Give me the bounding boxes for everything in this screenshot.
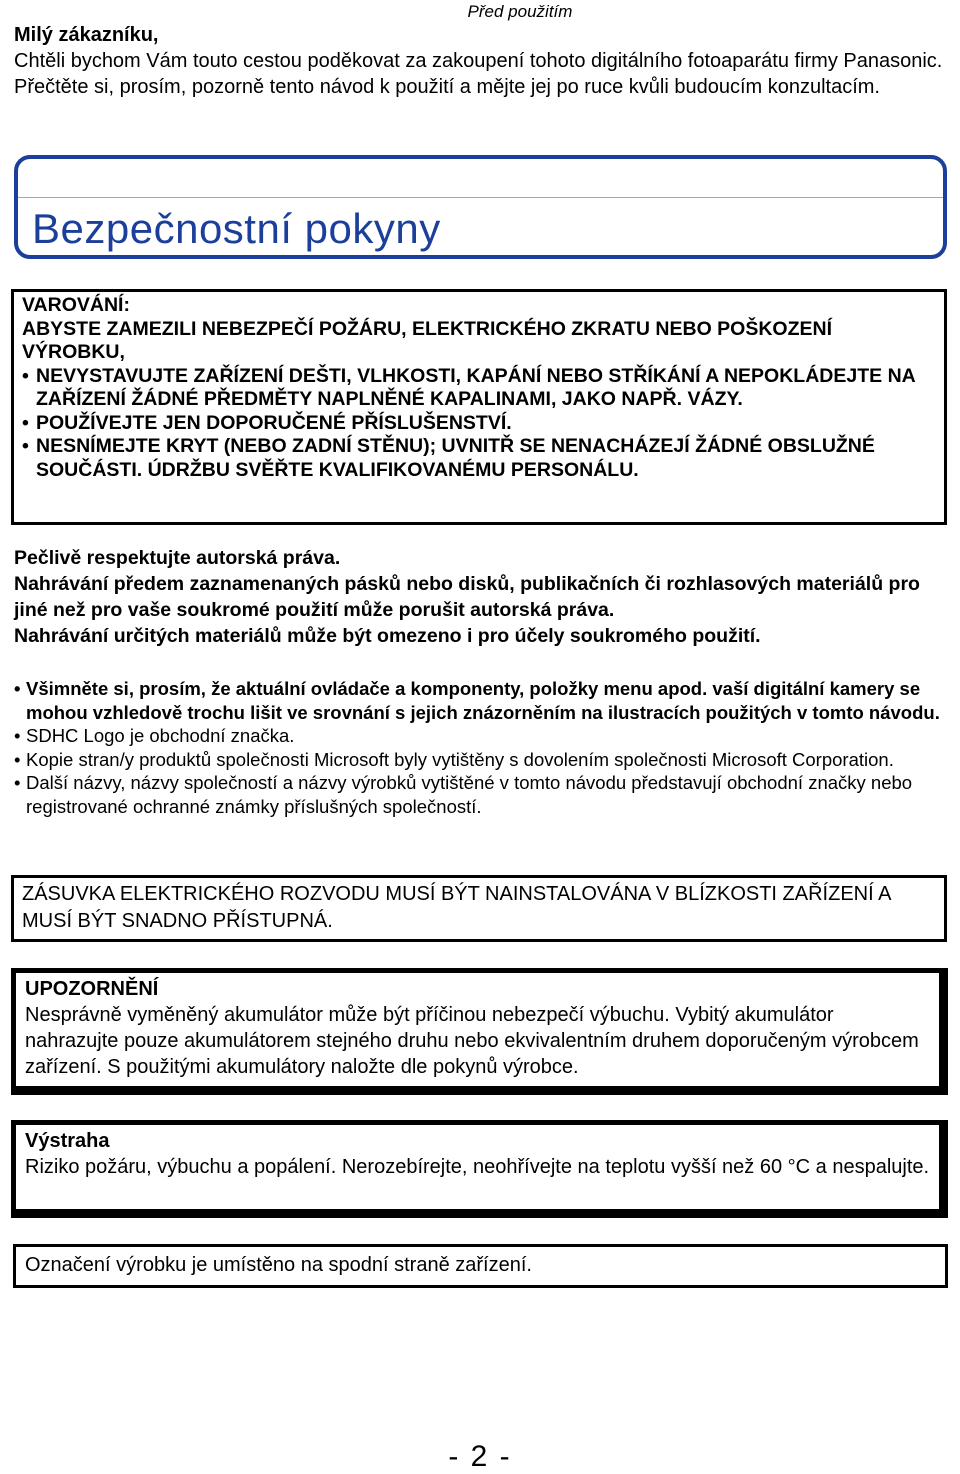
hazard-item: • NEVYSTAVUJTE ZAŘÍZENÍ DEŠTI, VLHKOSTI, KAPÁNÍ NEBO STŘÍKÁNÍ A NEPOKLÁDEJTE NA ZAŘÍZENÍ ŽÁDNÉ PŘEDMĚTY NAPLNĚNÉ KAPALINAMI, JAKO NAPŘ. VÁZY.: [22, 365, 936, 412]
greeting-body: Chtěli bychom Vám touto cestou poděkovat za zakoupení tohoto digitálního fotoaparátu firmy Panasonic. Přečtěte si, prosím, pozorně tento návod k použití a mějte jej po ruce kvůli budoucím konzultacím.: [14, 50, 943, 98]
copyright-heading: Pečlivě respektujte autorská práva.: [14, 547, 341, 569]
copyright-line: Nahrávání předem zaznamenaných pásků nebo disků, publikačních či rozhlasových materiálů pro jiné než pro vaše soukromé použití může porušit autorská práva.: [14, 573, 920, 621]
warning-heading: Výstraha: [25, 1130, 110, 1152]
note-item: • Další názvy, názvy společností a názvy výrobků vytištěné v tomto návodu představují obchodní značky nebo registrované ochranné známky příslušných společností.: [14, 771, 949, 818]
title-banner: [14, 155, 947, 259]
copyright-line: Nahrávání určitých materiálů může být omezeno i pro účely soukromého použití.: [14, 625, 761, 647]
warning-text: Riziko požáru, výbuchu a popálení. Nerozebírejte, neohřívejte na teplotu vyšší než 60 °C a nespalujte.: [25, 1156, 930, 1178]
caution-box: [11, 968, 948, 1095]
hazard-list: [22, 365, 936, 483]
hazard-intro: ABYSTE ZAMEZILI NEBEZPEČÍ POŽÁRU, ELEKTRICKÉHO ZKRATU NEBO POŠKOZENÍ VÝROBKU,: [22, 317, 833, 363]
socket-notice-box: ZÁSUVKA ELEKTRICKÉHO ROZVODU MUSÍ BÝT NAINSTALOVÁNA V BLÍZKOSTI ZAŘÍZENÍ A MUSÍ BÝT SNADNO PŘÍSTUPNÁ.: [11, 875, 947, 942]
greeting: [14, 22, 944, 100]
page-title: Bezpečnostní pokyny: [32, 205, 441, 252]
copyright-section: [14, 545, 949, 649]
note-item: • Kopie stran/y produktů společnosti Microsoft byly vytištěny s dovolením společnosti Microsoft Corporation.: [14, 748, 949, 772]
hazard-item: • POUŽÍVEJTE JEN DOPORUČENÉ PŘÍSLUŠENSTVÍ.: [22, 412, 936, 436]
hazard-item: • NESNÍMEJTE KRYT (NEBO ZADNÍ STĚNU); UVNITŘ SE NENACHÁZEJÍ ŽÁDNÉ OBSLUŽNÉ SOUČÁSTI. ÚDRŽBU SVĚŘTE KVALIFIKOVANÉMU PERSONÁLU.: [22, 435, 936, 482]
hazard-warning-box: [11, 289, 947, 525]
hazard-heading: VAROVÁNÍ:: [22, 294, 130, 316]
section-label: Před použitím: [467, 2, 573, 21]
greeting-salutation: Milý zákazníku,: [14, 24, 159, 46]
notes-list: [14, 677, 949, 818]
label-notice-box: Označení výrobku je umístěno na spodní straně zařízení.: [13, 1244, 948, 1288]
warning-box: [11, 1120, 948, 1218]
caution-heading: UPOZORNĚNÍ: [25, 978, 159, 1000]
page-number: - 2 -: [448, 1440, 512, 1473]
caution-text: Nesprávně vyměněný akumulátor může být příčinou nebezpečí výbuchu. Vybitý akumulátor nahrazujte pouze akumulátorem stejného druhu nebo ekvivalentním druhem doporučeným výrobcem zařízení. S použitými akumulátory naložte dle pokynů výrobce.: [25, 1004, 919, 1078]
title-divider: [18, 197, 943, 198]
note-item: • Všimněte si, prosím, že aktuální ovládače a komponenty, položky menu apod. vaší digitální kamery se mohou vzhledově trochu lišit ve srovnání s jejich znázorněním na ilustracích použitých v tomto návodu.: [14, 677, 949, 724]
note-item: • SDHC Logo je obchodní značka.: [14, 724, 949, 748]
